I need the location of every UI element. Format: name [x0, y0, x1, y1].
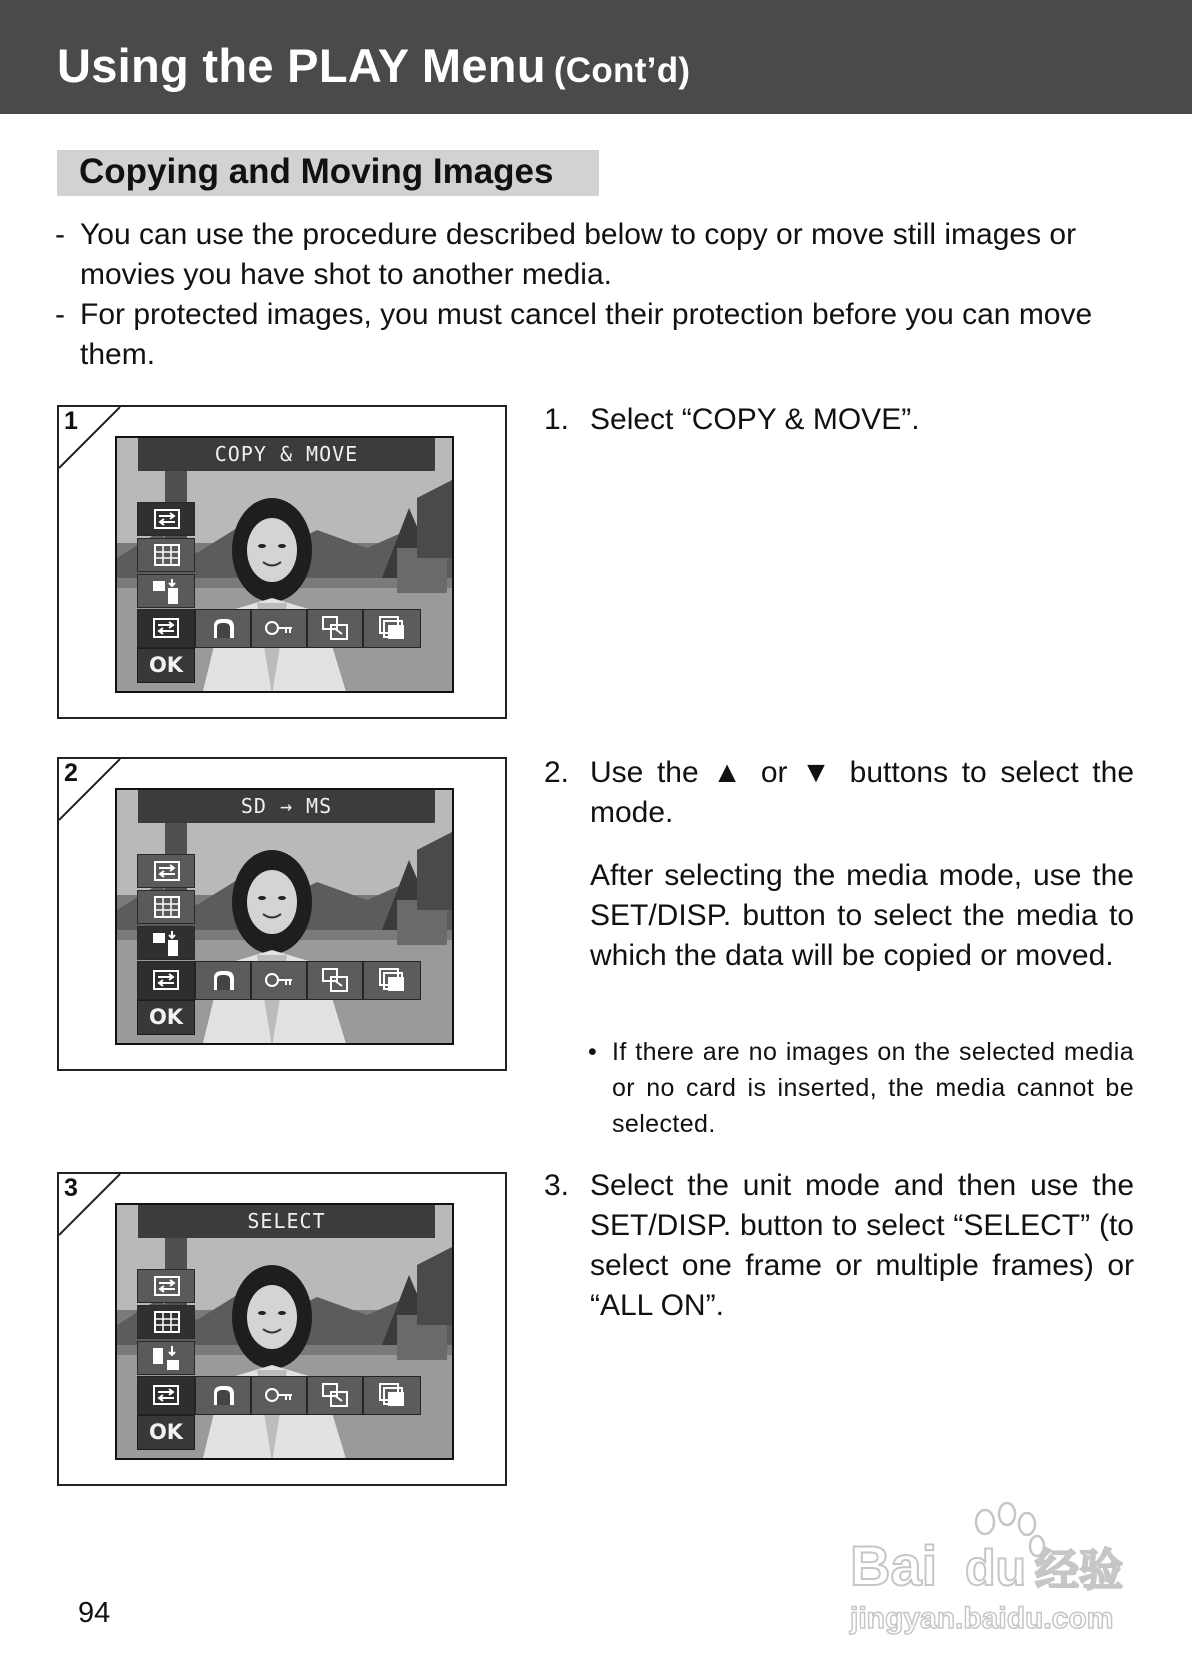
- figure-3: [57, 1172, 507, 1486]
- resize-icon: [307, 609, 363, 648]
- section-title: Copying and Moving Images: [79, 152, 554, 191]
- svg-text:du: du: [965, 1540, 1027, 1596]
- sd-ms-icon: [137, 926, 195, 960]
- ok-button: OK: [137, 648, 195, 683]
- stack-icon: [363, 609, 421, 648]
- camera-screen: [115, 436, 454, 693]
- figure-number: 2: [64, 759, 78, 787]
- step-2-note: After selecting the media mode, use the SET/DISP. button to select the media to which the data will be copied or moved.: [590, 859, 1134, 972]
- rotate-icon: [195, 961, 251, 1000]
- ok-button: OK: [137, 1415, 195, 1450]
- copy-move-icon: [137, 1269, 195, 1303]
- rotate-icon: [195, 1376, 251, 1415]
- bottom-menu-bar: [137, 1376, 437, 1415]
- intro-dash: -: [55, 298, 65, 331]
- step-text: Select “COPY & MOVE”.: [590, 403, 920, 436]
- copy-move-icon: [137, 502, 195, 536]
- step-text: Use the ▲ or ▼ buttons to select the mode.: [590, 756, 1134, 829]
- copy-move-icon: [137, 609, 195, 648]
- screen-title: SD → MS: [138, 790, 435, 823]
- step-number: 3.: [544, 1169, 570, 1202]
- baidu-watermark-logo: [845, 1500, 1125, 1640]
- sd-ms-icon: [137, 574, 195, 608]
- screen-title: COPY & MOVE: [138, 438, 435, 471]
- step-text: Select the unit mode and then use the SET/DISP. button to select “SELECT” (to select one frame or multiple frames) or “ALL ON”.: [590, 1169, 1134, 1322]
- svg-text:经验: 经验: [1035, 1545, 1123, 1596]
- figure-1: [57, 405, 507, 719]
- step-3: [544, 1166, 1134, 1326]
- svg-text:Bai: Bai: [850, 1534, 938, 1597]
- bottom-menu-bar: [137, 609, 437, 648]
- figure-2: [57, 757, 507, 1071]
- intro-item: [55, 295, 1135, 375]
- key-icon: [251, 609, 307, 648]
- grid-icon: [137, 1305, 195, 1339]
- figure-number: 1: [64, 407, 78, 435]
- page-number: 94: [78, 1597, 111, 1629]
- rotate-icon: [195, 609, 251, 648]
- key-icon: [251, 1376, 307, 1415]
- ms-sd-icon: [137, 1341, 195, 1375]
- copy-move-icon: [137, 961, 195, 1000]
- page-title: [57, 38, 690, 93]
- section-heading-box: [57, 150, 599, 196]
- resize-icon: [307, 961, 363, 1000]
- side-menu: [137, 502, 195, 610]
- side-menu: [137, 854, 195, 962]
- step-1: [544, 400, 1134, 440]
- intro-dash: -: [55, 218, 65, 251]
- step-number: 2.: [544, 756, 570, 789]
- resize-icon: [307, 1376, 363, 1415]
- stack-icon: [363, 961, 421, 1000]
- intro-text: For protected images, you must cancel their protection before you can move them.: [80, 298, 1093, 371]
- bottom-menu-bar: [137, 961, 437, 1000]
- camera-screen: [115, 788, 454, 1045]
- svg-text:jingyan.baidu.com: jingyan.baidu.com: [850, 1602, 1114, 1635]
- camera-screen: [115, 1203, 454, 1460]
- stack-icon: [363, 1376, 421, 1415]
- intro-item: [55, 215, 1135, 295]
- key-icon: [251, 961, 307, 1000]
- step-number: 1.: [544, 403, 570, 436]
- step-2: [544, 753, 1134, 833]
- grid-icon: [137, 890, 195, 924]
- side-menu: [137, 1269, 195, 1377]
- bullet-mark: •: [588, 1038, 598, 1066]
- ok-button: OK: [137, 1000, 195, 1035]
- page-title-main: Using the PLAY Menu: [57, 39, 546, 92]
- intro-text: You can use the procedure described below to copy or move still images or movies you have shot to another media.: [80, 218, 1077, 291]
- bullet-text: If there are no images on the selected media or no card is inserted, the media cannot be selected.: [612, 1038, 1134, 1138]
- figure-number: 3: [64, 1174, 78, 1202]
- grid-icon: [137, 538, 195, 572]
- screen-title: SELECT: [138, 1205, 435, 1238]
- copy-move-icon: [137, 1376, 195, 1415]
- page-title-sub: (Cont’d): [553, 51, 691, 90]
- step-2-bullet: [588, 1034, 1134, 1144]
- header-bar: [0, 0, 1192, 114]
- copy-move-icon: [137, 854, 195, 888]
